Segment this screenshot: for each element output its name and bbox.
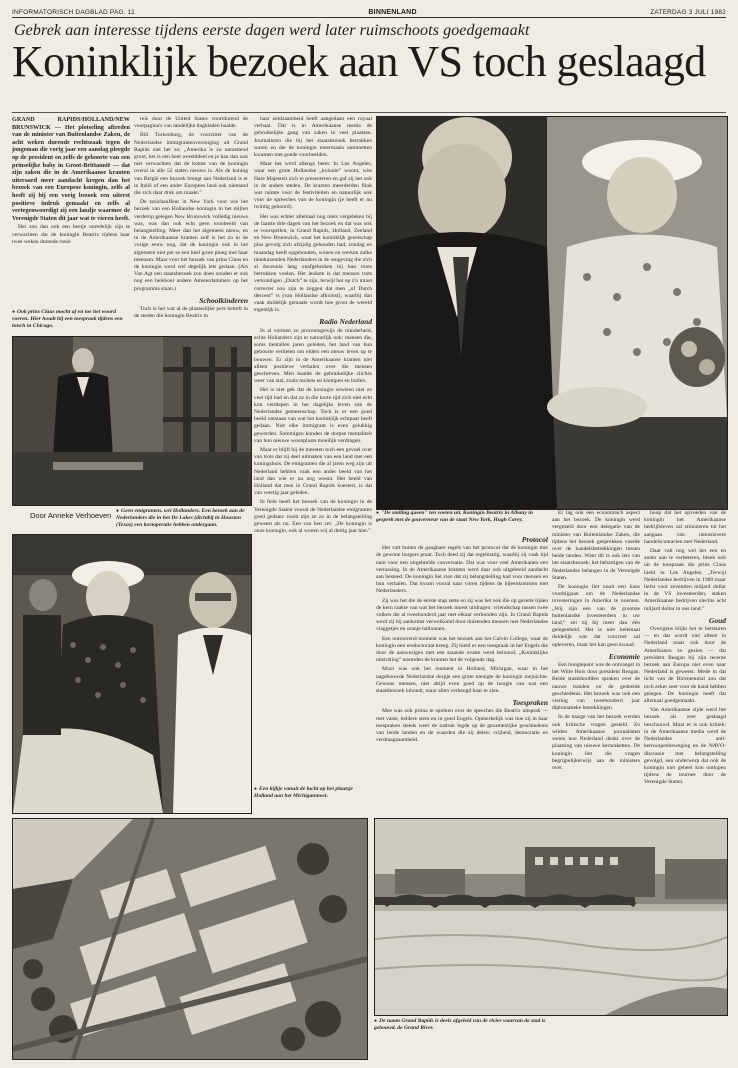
article-lead: GRAND RAPIDS/HOLLAND/NEW BRUNSWICK — Het plotseling aftreden van de minister van Buitenlandse Zaken, de acht weken durende rechtszaak tegen de jongeman die vorig jaar een aanslag pleegde op de president en zelfs de geboorte van een prinselijke baby in Groot-Brittannië — dat zijn zaken die in de Amerikaanse kranten uiteraard meer aandacht kregen dan het bezoek van een Europese koningin, zelfs al heeft zij bij een vorig bezoek een uiterst positieve indruk gemaakt en zelfs al vertegenwoordigt zij een landje waarmee de Verenigde Staten dit jaar wat te vieren heeft. [12, 116, 130, 222]
article-paragraph: reis door de United States voortdurend de voorpagina's van landelijke dagbladen haalde. [134, 116, 248, 130]
article-paragraph: De taxichauffeur in New York voor wie het bezoek van een Hollandse koningin in het mijlen verderop gelegen New Brunswick volledig nieuws was, was dan ook echt geen toonbeeld van belangstelling. Meer dan het algemeen nieuw, en in de Amerikaanse kranten zelf is het zo in de vorige eeuw nog, dat de koningin ook in het algemeen niet per se een heel grote ploeg met haar meenam. Maar voor het bezoek van prins Claus en de koningin werd wel degelijk iets gedaan. (Als Van Agt een staatsbezoek zou doen zouden er ook nog een heleboel andere Amsterdammers op het programma staan.) [134, 199, 248, 292]
subhead-radio-nederland: Radio Nederland [319, 317, 372, 327]
photo-queen-visit [12, 534, 252, 814]
article-paragraph: De koningin liet nooit een kans voorbijgaan om de Nederlandse investeringen in Amerika te noemen. „Wij zijn een van de grootste buitenlandse investeerders in uw land,” zei zij bij meer dan één gelegenheid. Het is niet helemaal duidelijk wat dat concreet zal opleveren, maar het kan geen kwaad. [552, 584, 640, 648]
article-column-2 [134, 116, 248, 334]
article-column-1 [12, 116, 130, 306]
article-paragraph: Maar er blijft bij de meesten toch een gevoel over van trots dat zij deel uitmaken van een land met een koningshuis. De emigranten die al jaren weg zijn uit Nederland hebben vaak een ander beeld van het land dan wie er nu nog woont. Het beeld van Holland dat men in Grand Rapids koestert, is dat van veertig jaar geleden. [254, 446, 372, 497]
subhead-economie: Economie [608, 651, 640, 661]
article-paragraph: Mooi was ook het moment in Holland, Michigan, waar in het nagebouwde Nederlandse dorpje een grote menigte de koningin toejuichte. Gewone mensen, niet altijd even goed op de hoogte van wat een staatsbezoek inhoudt, maar allen verheugd haar te zien. [376, 666, 548, 695]
article-paragraph: haar zeldzaamheid heeft aangedaan een royaal verhaal. Dat is in Amerikaanse media de gebruikelijke gang van zaken in veel plaatsen. Journalisten die bij het staatsbezoek betrokken waren en die de koningin meermaals ontmoetten kwamen met goede voorbeelden. [254, 116, 372, 159]
article-paragraph: Het is niet gek dat de koningin sowieso niet zo veel tijd had en dat ze in die korte tijd zich niet echt kon verdiepen in het dagelijks leven van de Nederlandse gemeenschap. Toch is er een goed beeld ontstaan van wat het koninklijk echtpaar heeft gedaan. Niet elke immigrant is even gelukkig geworden. Sommigen konden de dorpse mentaliteit van hun nieuwe woonplaats moeilijk verdragen. [254, 387, 372, 444]
article-paragraph: Daar valt nog wel het een en ander aan te verbeteren, bleek ook uit de toespraak die prins Claus hield in Los Angeles. „Terwijl Nederlandse bedrijven in 1980 maar liefst voor zeventien miljard dollar in de VS investeerden, staken Amerikaanse bedrijven slechts acht miljard dollar in ons land.” [644, 548, 726, 612]
subhead-goud: Goud [708, 615, 726, 625]
article-column-5 [552, 510, 640, 815]
headline-rule [12, 112, 726, 113]
article-paragraph: Bill Turkenburg, de voorzitter van de Nederlandse immigrantenvereniging uit Grand Rapids ziet het zo: „Amerika is zo ontzettend groot, het is een heel werelddeel en je kan dan ook niet verwachten dat de komst van de koningin overal in alle 52 staten nieuws is. Als de koning van België een bezoek brengt aan Nederland is er in Italië of een ander Europees land ook niemand die zich daar druk om maakt.” [134, 132, 248, 197]
main-headline: Koninklijk bezoek aan VS toch geslaagd [12, 37, 706, 86]
article-paragraph: hoop dat het opvoeden van de koningin het Amerikaanse bedrijfsleven zal stimuleren tot het aangaan van intensievere handelscontacten met Nederland. [644, 510, 726, 545]
article-paragraph: Het zou dan ook een beetje onredelijk zijn te verwachten dat de koningin Beatrix tijdens haar twee weken durende rond- [12, 224, 130, 245]
article-paragraph: Zij was het die de eerste stap zette en zij was het ook die op gezette tijden de kern raakte van wat het bezoek moest uitdragen: vriendschap tussen twee volken die al tweehonderd jaar met elkaar verbonden zijn. In Grand Rapids werd zij bij aankomst verwelkomd door duizenden mensen met Nederlandse vlaggetjes en oranje ballonnen. [376, 597, 548, 633]
photo-grand-rapids [374, 818, 728, 1016]
photo-caption-grand-rapids: ● De naam Grand Rapids is deels afgeleid van de rivier waarvan de stad is gebouwd, de Grand River. [374, 1018, 552, 1032]
subhead-protocol: Protocol [521, 535, 548, 544]
photo-caption-emigranten: ● Geen emigranten, wel Hollanders. Een bezoek aan de Nederlanders die in het De Lakes (dichtbij in Houston (Texas) een kortoperatie hebben ondergaan. [116, 508, 250, 529]
article-paragraph: In feite heeft het bezoek van de koningin in de Verenigde Staten vooral de Nederlandse emigranten goed gedaan: nooit zijn ze zo in de belangstelling geweest als nu. Een van hen zei: „De koningin is onze koningin, ook al wonen wij al dertig jaar hier.” [254, 499, 372, 535]
article-paragraph: In de marge van het bezoek werden ook kritische vragen gesteld. Zo wilden Amerikaanse journalisten weten hoe Nederland denkt over de plaatsing van nieuwe kernraketten. De koningin liet die vragen begrijpelijkerwijs aan de ministers over. [552, 714, 640, 771]
article-column-6 [644, 510, 726, 815]
photo-caption-holland: ● Een kijkje vanuit de lucht op het plaatsje Holland aan het Michiganmeer. [254, 786, 372, 800]
article-column-3 [254, 116, 372, 810]
article-column-4 [376, 510, 548, 815]
subhead-toespraken: Toespraken [512, 698, 548, 708]
article-paragraph: Er lag ook een economisch aspect aan het bezoek. De koningin werd vergezeld door een delegatie van de minister van Buitenlandse Zaken, die tijdens het bezoek gesprekken voerde over de handelsbetrekkingen tussen beide landen. Want dit is ook iets van het staatsbezoek: het behartigen van de Nederlandse belangen in de Verenigde Staten. [552, 510, 640, 581]
header-paper-name: INFORMATORISCH DAGBLAD PAG. 11 [12, 9, 135, 16]
article-paragraph: Maar het werd allengs beter. In Los Angeles, waar een grote Hollandse „kolonie” woont, wist Hare Majesteit zich te presenteren en gaf zij het ook in de andere steden. De kranten meerderden flink wat ruimte voor de festiviteiten en natuurlijk ook voor de spreeches van de koningin (je heeft er nu twintig gehoord). [254, 161, 372, 211]
page-header [12, 4, 726, 18]
article-paragraph: Van Amerikaanse zijde werd het bezoek als zeer geslaagd beschouwd. Maar er is ook kritiek: in de Amerikaanse media werd de Nederlandse anti-kernwapenbeweging en de NAVO-discussie met belangstelling gevolgd, een onderwerp dat ook de koningin niet geheel kon ontlopen tijdens de tournee door de Verenigde Staten. [644, 707, 726, 786]
kicker-headline: Gebrek aan interesse tijdens eerste dagen werd later ruimschoots goedgemaakt [14, 22, 530, 39]
article-paragraph: In al vormen zo procentsgewijs de minderheid, echte Hollanders zijn er natuurlijk ook: mensen die, soms tientallen jaren geleden, het land van hun geboorte verlieten om elders een nieuw leven op te bouwen. Er zijn in de Amerikaanse kranten niet alleen positieve verhalen over die mensen geschreven. Men haalde de gebruikelijke clichés weer van stal, zoals molens en klompen en bollen. [254, 327, 372, 385]
byline: Door Anneke Verhoeven [30, 511, 112, 520]
article-paragraph: Mee was ook prima te spreken over de speeches die Beatrix uitsprak — met vaste, heldere stem en in goed Engels. Opmerkelijk was hoe zij in haar toespraken steeds weer de nadruk legde op de gezamenlijke geschiedenis van beide landen en de waarden die zij delen: vrijheid, democratie en verdraagzaamheid. [376, 708, 548, 744]
header-date: ZATERDAG 3 JULI 1982 [650, 9, 726, 16]
photo-aerial-holland [12, 818, 368, 1060]
photo-queen-governor [376, 116, 728, 510]
article-paragraph: Toch is het wat al de plaatselijke pers betreft in de steden die koningin Beatrix in [134, 306, 248, 320]
article-paragraph: Een hoogtepunt was de ontvangst in het Witte Huis door president Reagan. Beide staatshoofden spraken over de nauwe banden en de gedeelde geschiedenis. Het bezoek was ook een viering van tweehonderd jaar diplomatieke betrekkingen. [552, 662, 640, 712]
article-paragraph: Het valt buiten de gangbare regels van het protocol dat de koningin met de gewone burgers praat. Toch deed zij dat regelmatig, waarbij zij vaak tijd nam voor een uitgebreide conversatie. Dat was voor veel Amerikanen een verrassing. In de Amerikaanse kranten werd daar ook uitgebreid aandacht aan besteed. De koningin liet zien dat zij belangstelling had voor mensen en hun verhalen. Dat kwam vooral naar voren tijdens de bijeenkomsten met Nederlanders. [376, 545, 548, 595]
article-paragraph: Een ontroerend moment was het bezoek aan het Calvin College, waar de koningin een eredoctoraat kreeg. Zij hield er een toespraak in het Engels die door de aanwezigen met een staande ovatie werd beloond. „Koninklijke uitstraling” noemden de kranten het de volgende dag. [376, 635, 548, 664]
photo-caption-smiling-queen: ● "De smiling queen" ten voeten uit. Koningin Beatrix in Albany in gesprek met de gouverneur van de staat New York, Hugh Carey. [376, 510, 548, 524]
photo-prince-claus [12, 336, 252, 506]
header-section: BINNENLAND [368, 9, 417, 16]
article-paragraph: Overigens blijkt het te betreuren — en dat wordt niet alleen in Nederland maar ook door de Amerikanen zo gezien — dat president Reagan bij zijn recente bezoek aan Europa niet even naar Nederland is geweest. Mede in dat licht van de Bicentennial zou dat toch zeker zeer voor de hand hebben gelegen. De koningin heeft dat allemaal goedgemaakt. [644, 626, 726, 705]
article-paragraph: Het was echter allemaal nog niets vergeleken bij de laatste drie dagen van het bezoek en dat was ook te voorspellen, in Grand Rapids, Holland, Zeeland en New Brunswick, waar het koninklijk gezelschap plus gevolg zich afzijdig gehouden had, zondag en maandag heeft opgehouden, wonen en werken zulke tienduizenden Nederlanders in de omgeving die zich al decennia lang onafgebroken bij hun roots betrokken voelen. Het leukste is dat mensen trots verkondigen „Dutch” te zijn, terwijl het op z'n minst correcter zou zijn te zeggen dat men „of Dutch descent” is (van Hollandse afkomst), waarbij dan vaak duidelijk gemaakt wordt hoe groot de wereld eigenlijk is. [254, 213, 372, 314]
subhead-schoolkinderen: Schoolkinderen [199, 295, 248, 305]
photo-caption-claus: ● Ook prins Claus mocht af en toe het woord voeren. Hier houdt hij een toespraak tijdens een lunch in Chicago. [12, 309, 130, 330]
